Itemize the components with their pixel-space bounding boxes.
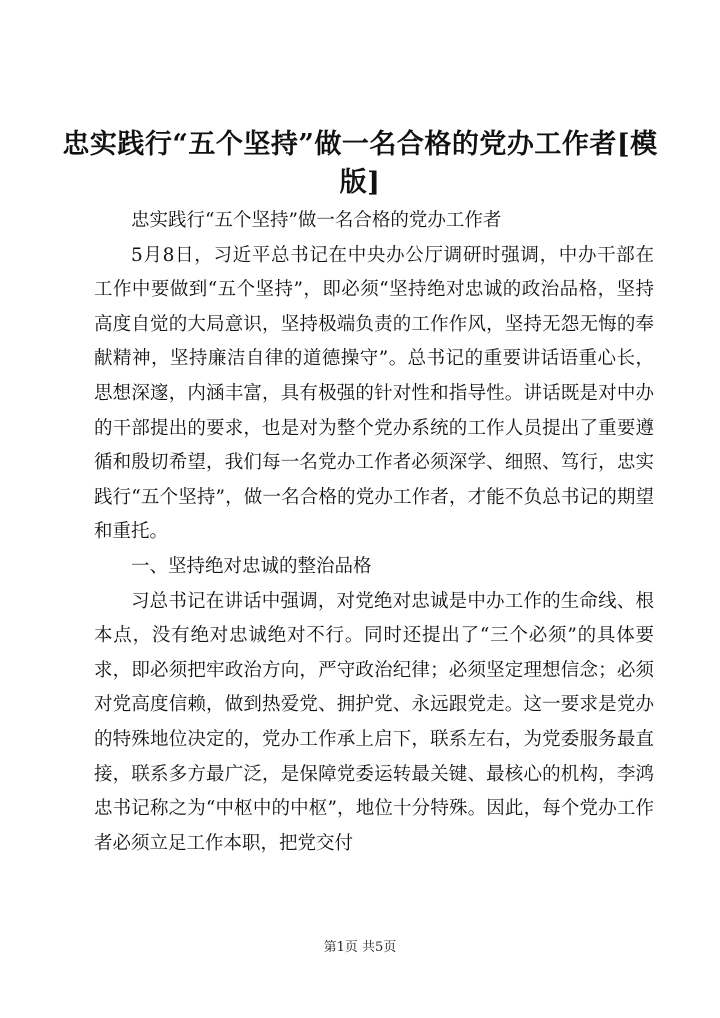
document-body xyxy=(94,204,654,861)
subtitle-paragraph: 忠实践行“五个坚持”做一名合格的党办工作者 xyxy=(131,210,502,231)
section-heading: 一、坚持绝对忠诚的整治品格 xyxy=(131,555,372,577)
body-paragraph: 5月8日，习近平总书记在中央办公厅调研时强调，中办干部在工作中要做到“五个坚持”，即必须“坚持绝对忠诚的政治品格，坚持高度自觉的大局意识，坚持极端负责的工作作风，坚持无怨无悔的奉献精神，坚持廉洁自律的道德操守”。总书记的重要讲话语重心长，思想深邃，内涵丰富，具有极强的针对性和指导性。讲话既是对中办的干部提出的要求，也是对为整个党办系统的工作人员提出了重要遵循和殷切希望，我们每一名党办工作者必须深学、细照、笃行，忠实践行“五个坚持”，做一名合格的党办工作者，才能不负总书记的期望和重托。 xyxy=(94,244,654,543)
body-paragraph: 习总书记在讲话中强调，对党绝对忠诚是中办工作的生命线、根本点，没有绝对忠诚绝对不行。同时还提出了“三个必须”的具体要求，即必须把牢政治方向，严守政治纪律；必须坚定理想信念；必须对党高度信赖，做到热爱党、拥护党、永远跟党走。这一要求是党办的特殊地位决定的，党办工作承上启下，联系左右，为党委服务最直接，联系多方最广泛，是保障党委运转最关键、最核心的机构，李鸿忠书记称之为“中枢中的中枢”，地位十分特殊。因此，每个党办工作者必须立足工作本职，把党交付 xyxy=(94,590,654,854)
page-footer: 第1页 共5页 xyxy=(323,940,397,955)
document-title: 忠实践行“五个坚持”做一名合格的党办工作者[模版] xyxy=(62,129,658,198)
